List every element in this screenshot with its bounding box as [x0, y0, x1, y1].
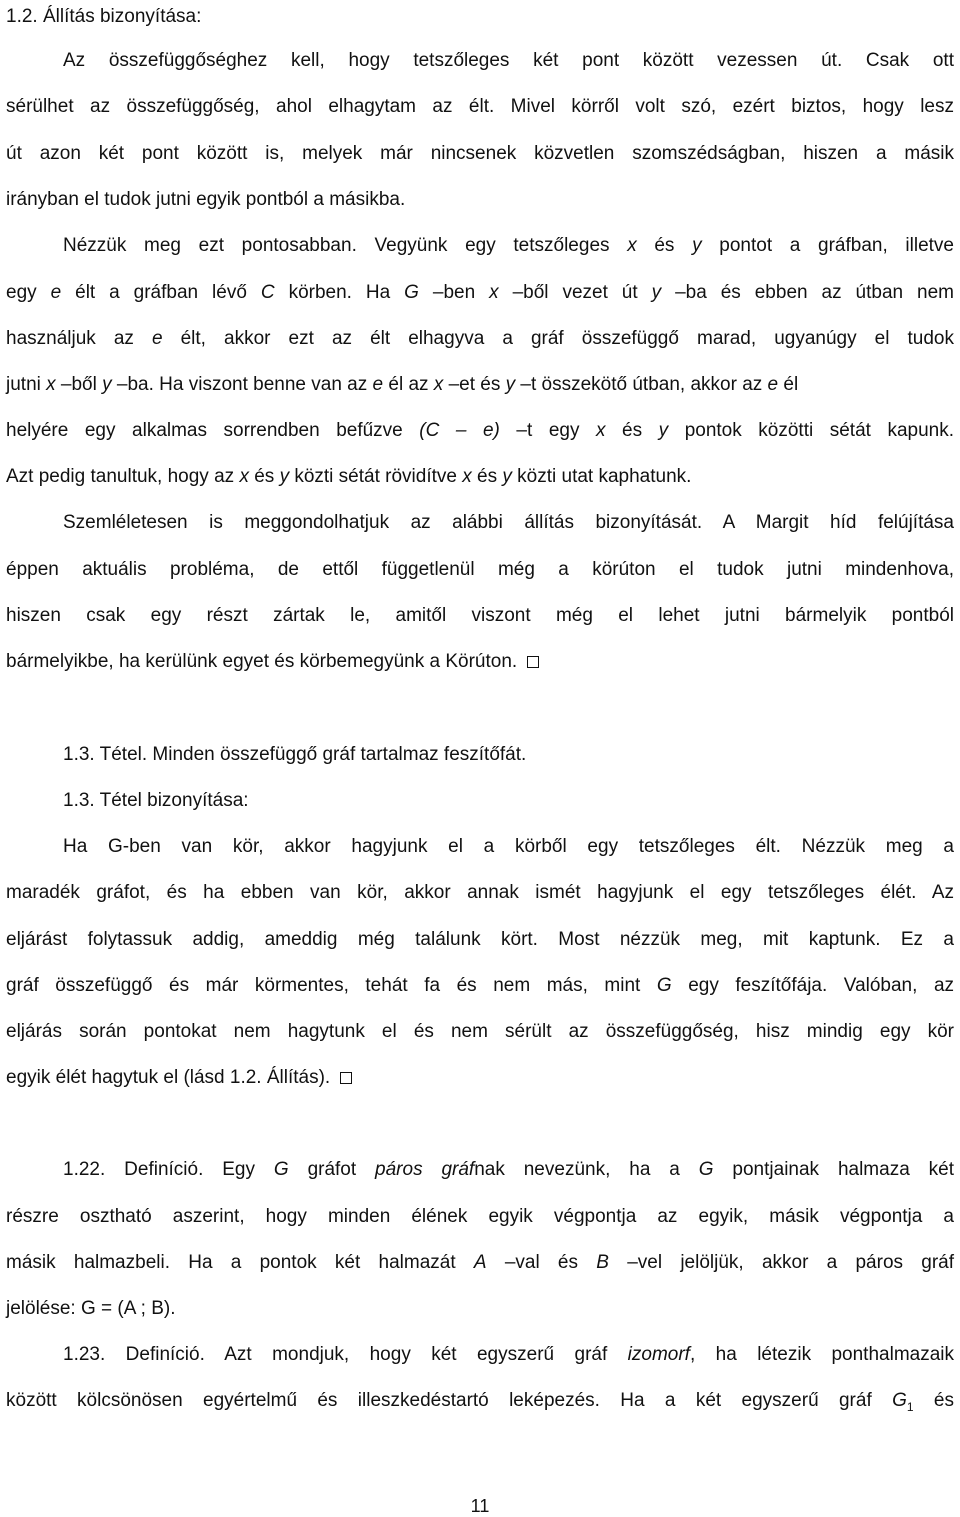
paragraph-line: út azon két pont között is, melyek már nincsenek közvetlen szomszédságban, hiszen a másik	[6, 143, 954, 164]
paragraph-line: jelölése: G = (A ; B).	[6, 1298, 176, 1319]
paragraph-line: részre osztható aszerint, hogy minden élének egyik végpontja az egyik, másik végpontja a	[6, 1206, 954, 1227]
paragraph-line: Szemléletesen is meggondolhatjuk az alábbi állítás bizonyítását. A Margit híd felújítása	[63, 512, 954, 533]
paragraph-line: jutni x –ből y –ba. Ha viszont benne van az e él az x –et és y –t összekötő útban, akkor az e él	[6, 374, 799, 395]
paragraph-line: sérülhet az összefüggőség, ahol elhagytam az élt. Mivel körről volt szó, ezért biztos, hogy lesz	[6, 96, 954, 117]
qed-square-icon	[527, 656, 539, 668]
paragraph-line: gráf összefüggő és már körmentes, tehát fa és nem más, mint G egy feszítőfája. Valóban, az	[6, 975, 955, 996]
paragraph-line: eljárás során pontokat nem hagytunk el és nem sérült az összefüggőség, hisz mindig egy kör	[6, 1021, 954, 1042]
paragraph-line: Azt pedig tanultuk, hogy az x és y közti sétát rövidítve x és y közti utat kaphatunk.	[6, 466, 692, 487]
paragraph-line: éppen aktuális probléma, de ettől függetlenül még a körúton el tudok jutni mindenhova,	[6, 559, 954, 580]
qed-square-icon	[340, 1072, 352, 1084]
definition-1-22: 1.22. Definíció. Egy G gráfot páros gráfnak nevezünk, ha a G pontjainak halmaza két	[63, 1159, 954, 1180]
paragraph-line: eljárást folytassuk addig, ameddig még találunk kört. Most nézzük meg, mit kaptunk. Ez a	[6, 929, 954, 950]
paragraph-line: Nézzük meg ezt pontosabban. Vegyünk egy tetszőleges x és y pontot a gráfban, illetve	[63, 235, 954, 256]
theorem-1-3-proof-heading: 1.3. Tétel bizonyítása:	[63, 790, 249, 811]
paragraph-line: irányban el tudok jutni egyik pontból a másikba.	[6, 189, 406, 210]
paragraph-line: között kölcsönösen egyértelmű és illeszkedéstartó leképezés. Ha a két egyszerű gráf $G_1$ és	[6, 1390, 954, 1414]
page-number: 11	[470, 1496, 490, 1516]
paragraph-line: egyik élét hagytuk el (lásd 1.2. Állítás).	[6, 1066, 954, 1090]
paragraph-line: bármelyikbe, ha kerülünk egyet és körbemegyünk a Körúton.	[6, 650, 954, 674]
theorem-1-3: 1.3. Tétel. Minden összefüggő gráf tartalmaz feszítőfát.	[63, 744, 527, 765]
paragraph-line: másik halmazbeli. Ha a pontok két halmazát A –val és B –vel jelöljük, akkor a páros gráf	[6, 1252, 955, 1273]
paragraph-line: Ha G-ben van kör, akkor hagyjunk el a körből egy tetszőleges élt. Nézzük meg a	[63, 836, 954, 857]
paragraph-line: maradék gráfot, és ha ebben van kör, akkor annak ismét hagyjunk el egy tetszőleges élét. Az	[6, 882, 954, 903]
paragraph-line: egy e élt a gráfban lévő C körben. Ha G –ben x –ből vezet út y –ba és ebben az útban nem	[6, 282, 955, 303]
paragraph-line: Az összefüggőséghez kell, hogy tetszőleges két pont között vezessen út. Csak ott	[63, 50, 954, 71]
paragraph-line: használjuk az e élt, akkor ezt az élt elhagyva a gráf összefüggő marad, ugyanúgy el tudok	[6, 328, 954, 349]
paragraph-line: helyére egy alkalmas sorrendben befűzve (C – e) –t egy x és y pontok közötti sétát kapunk.	[6, 420, 955, 441]
definition-1-23: 1.23. Definíció. Azt mondjuk, hogy két egyszerű gráf izomorf, ha létezik ponthalmazaik	[63, 1344, 954, 1365]
section-heading-1-2-proof: 1.2. Állítás bizonyítása:	[6, 6, 202, 27]
paragraph-line: hiszen csak egy részt zártak le, amitől viszont még el lehet jutni bármelyik pontból	[6, 605, 954, 626]
